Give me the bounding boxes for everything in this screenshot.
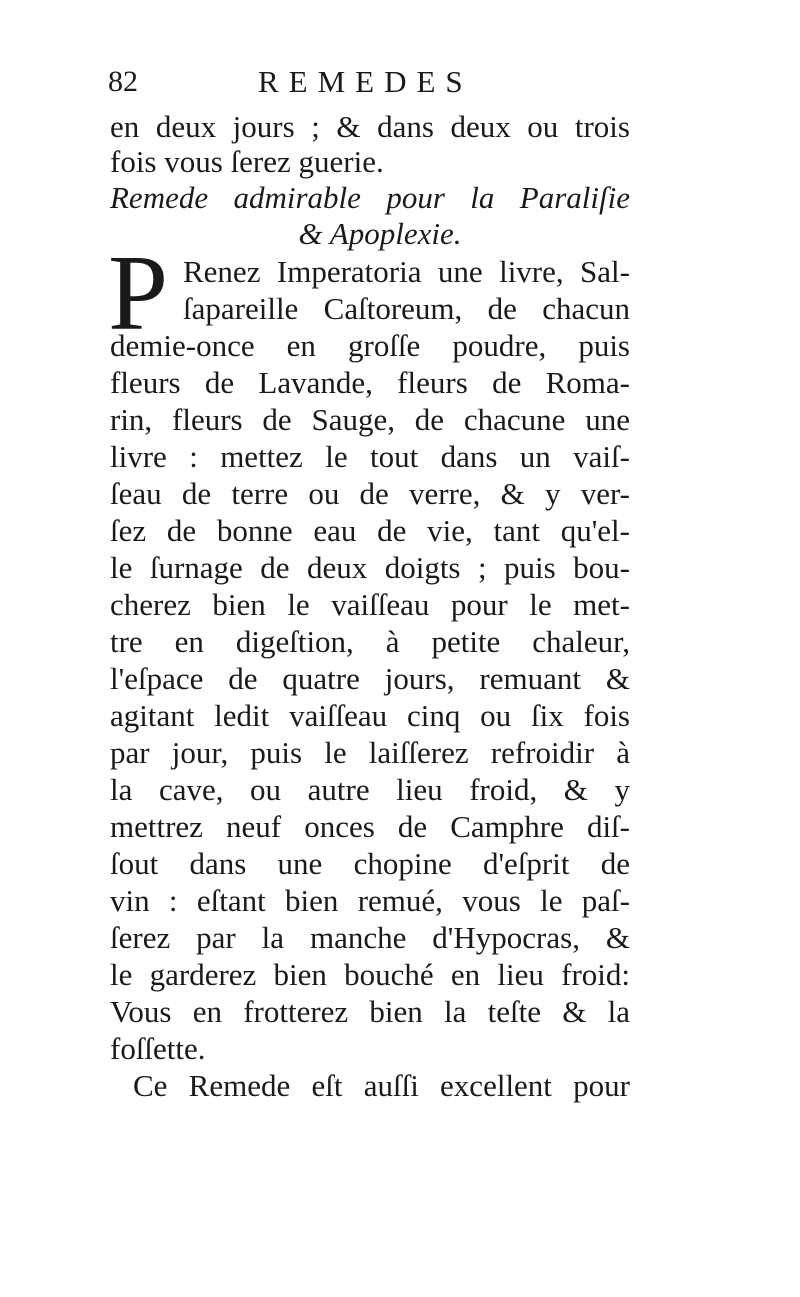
text-line: ſout dans une chopine d'eſprit de xyxy=(110,846,630,881)
text-line: cherez bien le vaiſſeau pour le met- xyxy=(110,587,630,622)
page-header xyxy=(108,62,628,102)
text-line: en deux jours ; & dans deux ou trois xyxy=(110,109,630,144)
page-number: 82 xyxy=(108,65,138,98)
text-line: fleurs de Lavande, fleurs de Roma- xyxy=(110,365,630,400)
running-head: REMEDES xyxy=(258,64,473,99)
text-line: le ſurnage de deux doigts ; puis bou- xyxy=(110,550,630,585)
remedy-title-continuation: & Apoplexie. xyxy=(298,216,462,251)
text-line: l'eſpace de quatre jours, remuant & xyxy=(110,661,630,696)
text-line: Vous en frotterez bien la teſte & la xyxy=(110,994,630,1029)
text-line: ſapareille Caſtoreum, de chacun xyxy=(183,291,630,326)
remedy-title: Remede admirable pour la Paraliſie xyxy=(110,180,630,215)
text-line: mettrez neuf onces de Camphre diſ- xyxy=(110,809,630,844)
text-line: ſeau de terre ou de verre, & y ver- xyxy=(110,476,630,511)
text-line: vin : eſtant bien remué, vous le paſ- xyxy=(110,883,630,918)
drop-cap: P xyxy=(108,234,169,353)
text-line: ſez de bonne eau de vie, tant qu'el- xyxy=(110,513,630,548)
text-line: fois vous ſerez guerie. xyxy=(110,144,384,179)
text-line: tre en digeſtion, à petite chaleur, xyxy=(110,624,630,659)
text-line: le garderez bien bouché en lieu froid: xyxy=(110,957,630,992)
text-line: rin, fleurs de Sauge, de chacune une xyxy=(110,402,630,437)
text-line: agitant ledit vaiſſeau cinq ou ſix fois xyxy=(110,698,630,733)
text-line: demie-once en groſſe poudre, puis xyxy=(110,328,630,363)
text-line: par jour, puis le laiſſerez refroidir à xyxy=(110,735,630,770)
text-line: ſerez par la manche d'Hypocras, & xyxy=(110,920,630,955)
text-line: la cave, ou autre lieu froid, & y xyxy=(110,772,630,807)
text-line: Renez Imperatoria une livre, Sal- xyxy=(183,254,630,289)
text-line: foſſette. xyxy=(110,1031,206,1066)
text-line: livre : mettez le tout dans un vaiſ- xyxy=(110,439,630,474)
text-line: Ce Remede eſt auſſi excellent pour xyxy=(133,1068,630,1103)
